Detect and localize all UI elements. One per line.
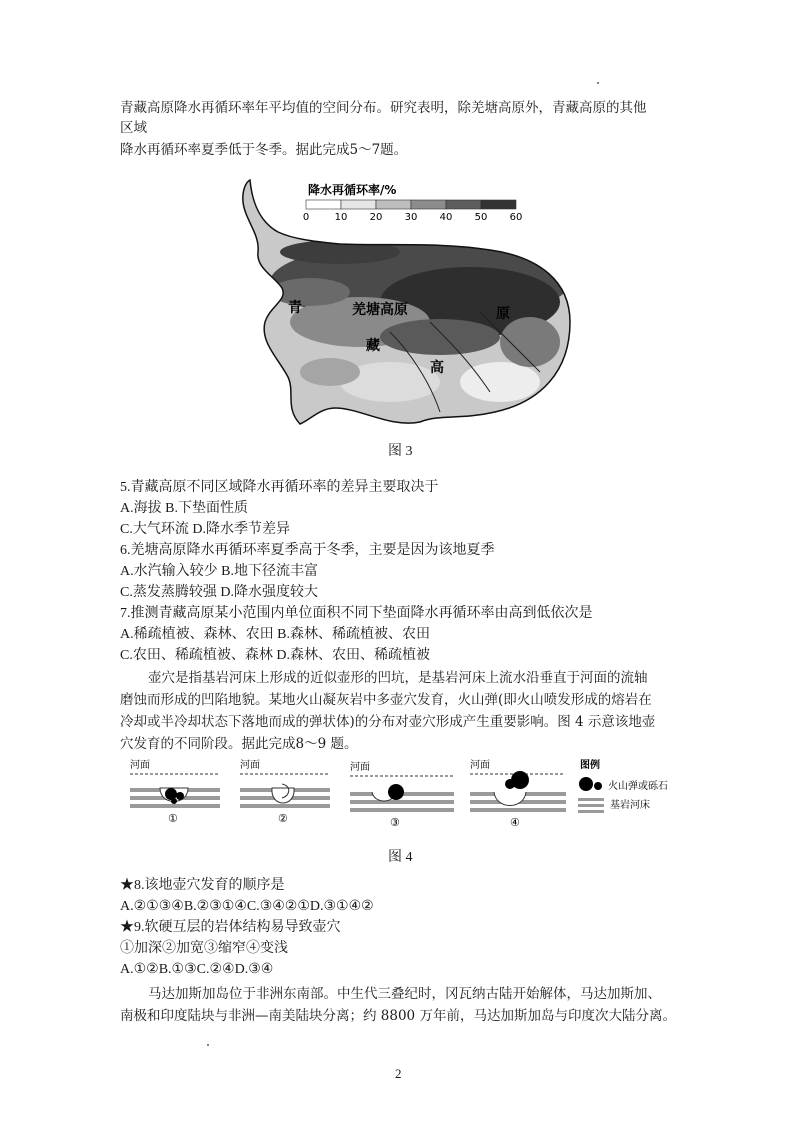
legend-swatch	[341, 200, 376, 209]
stage-4-river-label: 河面	[470, 760, 490, 771]
figure-4-legend	[578, 758, 668, 813]
question-9-statements: ①加深②加宽③缩窄④变浅	[120, 941, 288, 956]
legend-title-fig4: 图例	[580, 760, 600, 771]
intro-line-1: 青藏高原降水再循环率年平均值的空间分布。研究表明，除羌塘高原外，青藏高原的其他	[120, 100, 647, 116]
passage-3-line-2: 南极和印度陆块与非洲—南美陆块分离；约 8800 万年前，马达加斯加岛与印度次大陆分离。	[120, 1008, 676, 1024]
question-9-options: A.①②B.①③C.②④D.③④	[120, 962, 274, 977]
question-9-stem: ★9.软硬互层的岩体结构易导致壶穴	[120, 920, 341, 935]
stage-3-label: ③	[390, 816, 400, 829]
question-7-options-1: A.稀疏植被、森林、农田 B.森林、稀疏植被、农田	[120, 627, 430, 642]
label-zang: 藏	[366, 338, 380, 354]
page-number: 2	[395, 1066, 402, 1081]
legend-swatch	[376, 200, 411, 209]
question-7-options-2: C.农田、稀疏植被、森林 D.森林、农田、稀疏植被	[120, 648, 430, 663]
stage-3	[350, 761, 454, 829]
label-qiangtang: 羌塘高原	[352, 302, 408, 318]
legend-swatch	[306, 200, 341, 209]
legend-title: 降水再循环率/%	[308, 183, 397, 197]
legend-tick-label: 30	[404, 212, 418, 223]
legend-tick-label: 60	[509, 212, 523, 223]
question-5-options-2: C.大气环流 D.降水季节差异	[120, 522, 290, 537]
passage-2-line-1: 壶穴是指基岩河床上形成的近似壶形的凹坑，是基岩河床上流水沿垂直于河面的流轴	[148, 670, 648, 686]
passage-2-line-3: 冷却或半冷却状态下落地而成的弹状体)的分布对壶穴形成产生重要影响。图 4 示意该地壶	[120, 714, 656, 730]
figure-3-map	[240, 172, 580, 434]
stage-1-river-label: 河面	[130, 760, 150, 771]
legend-bomb-label: 火山弹或砾石	[608, 781, 668, 792]
figure-4-diagram	[124, 758, 684, 836]
label-qing: 青	[288, 300, 302, 316]
stage-1-label: ①	[168, 812, 178, 825]
stage-2-river-label: 河面	[240, 760, 260, 771]
speck	[597, 82, 599, 84]
stage-4-label: ④	[510, 816, 520, 829]
question-8-stem: ★8.该地壶穴发育的顺序是	[120, 878, 285, 893]
intro-line-2: 区域	[120, 120, 147, 136]
stage-2-label: ②	[278, 812, 288, 825]
label-gao: 高	[430, 360, 444, 376]
question-5-options-1: A.海拔 B.下垫面性质	[120, 501, 248, 516]
intro-line-3: 降水再循环率夏季低于冬季。据此完成5～7题。	[120, 142, 408, 158]
question-6-options-1: A.水汽输入较少 B.地下径流丰富	[120, 564, 318, 579]
legend-tick-label: 50	[474, 212, 488, 223]
question-8-options: A.②①③④B.②③①④C.③④②①D.③①④②	[120, 899, 374, 914]
speck	[207, 1044, 209, 1046]
question-6-options-2: C.蒸发蒸腾较强 D.降水强度较大	[120, 585, 318, 600]
legend-tick-label: 0	[302, 212, 310, 223]
legend-swatch	[481, 200, 516, 209]
stage-4	[470, 759, 566, 829]
question-5-stem: 5.青藏高原不同区域降水再循环率的差异主要取决于	[120, 480, 439, 495]
passage-3-line-1: 马达加斯加岛位于非洲东南部。中生代三叠纪时，冈瓦纳古陆开始解体，马达加斯加、	[148, 986, 661, 1002]
stage-2	[240, 759, 330, 825]
passage-2-line-4: 穴发育的不同阶段。据此完成8～9 题。	[120, 736, 358, 752]
stage-1	[130, 759, 220, 825]
legend-tick-label: 10	[334, 212, 348, 223]
legend-tick-label: 20	[369, 212, 383, 223]
legend-bar	[306, 200, 516, 209]
figure-3-caption: 图 3	[388, 444, 413, 459]
stage-3-river-label: 河面	[350, 762, 370, 773]
passage-2-line-2: 磨蚀而形成的凹陷地貌。某地火山凝灰岩中多壶穴发育，火山弹(即火山喷发形成的熔岩在	[120, 692, 652, 708]
figure-4-caption: 图 4	[388, 850, 413, 865]
label-yuan: 原	[496, 306, 510, 322]
question-7-stem: 7.推测青藏高原某小范围内单位面积不同下垫面降水再循环率由高到低依次是	[120, 606, 593, 621]
legend-swatch	[411, 200, 446, 209]
legend-tick-label: 40	[439, 212, 453, 223]
legend-bed-label: 基岩河床	[610, 800, 650, 811]
legend-swatch	[446, 200, 481, 209]
question-6-stem: 6.羌塘高原降水再循环率夏季高于冬季，主要是因为该地夏季	[120, 543, 495, 558]
